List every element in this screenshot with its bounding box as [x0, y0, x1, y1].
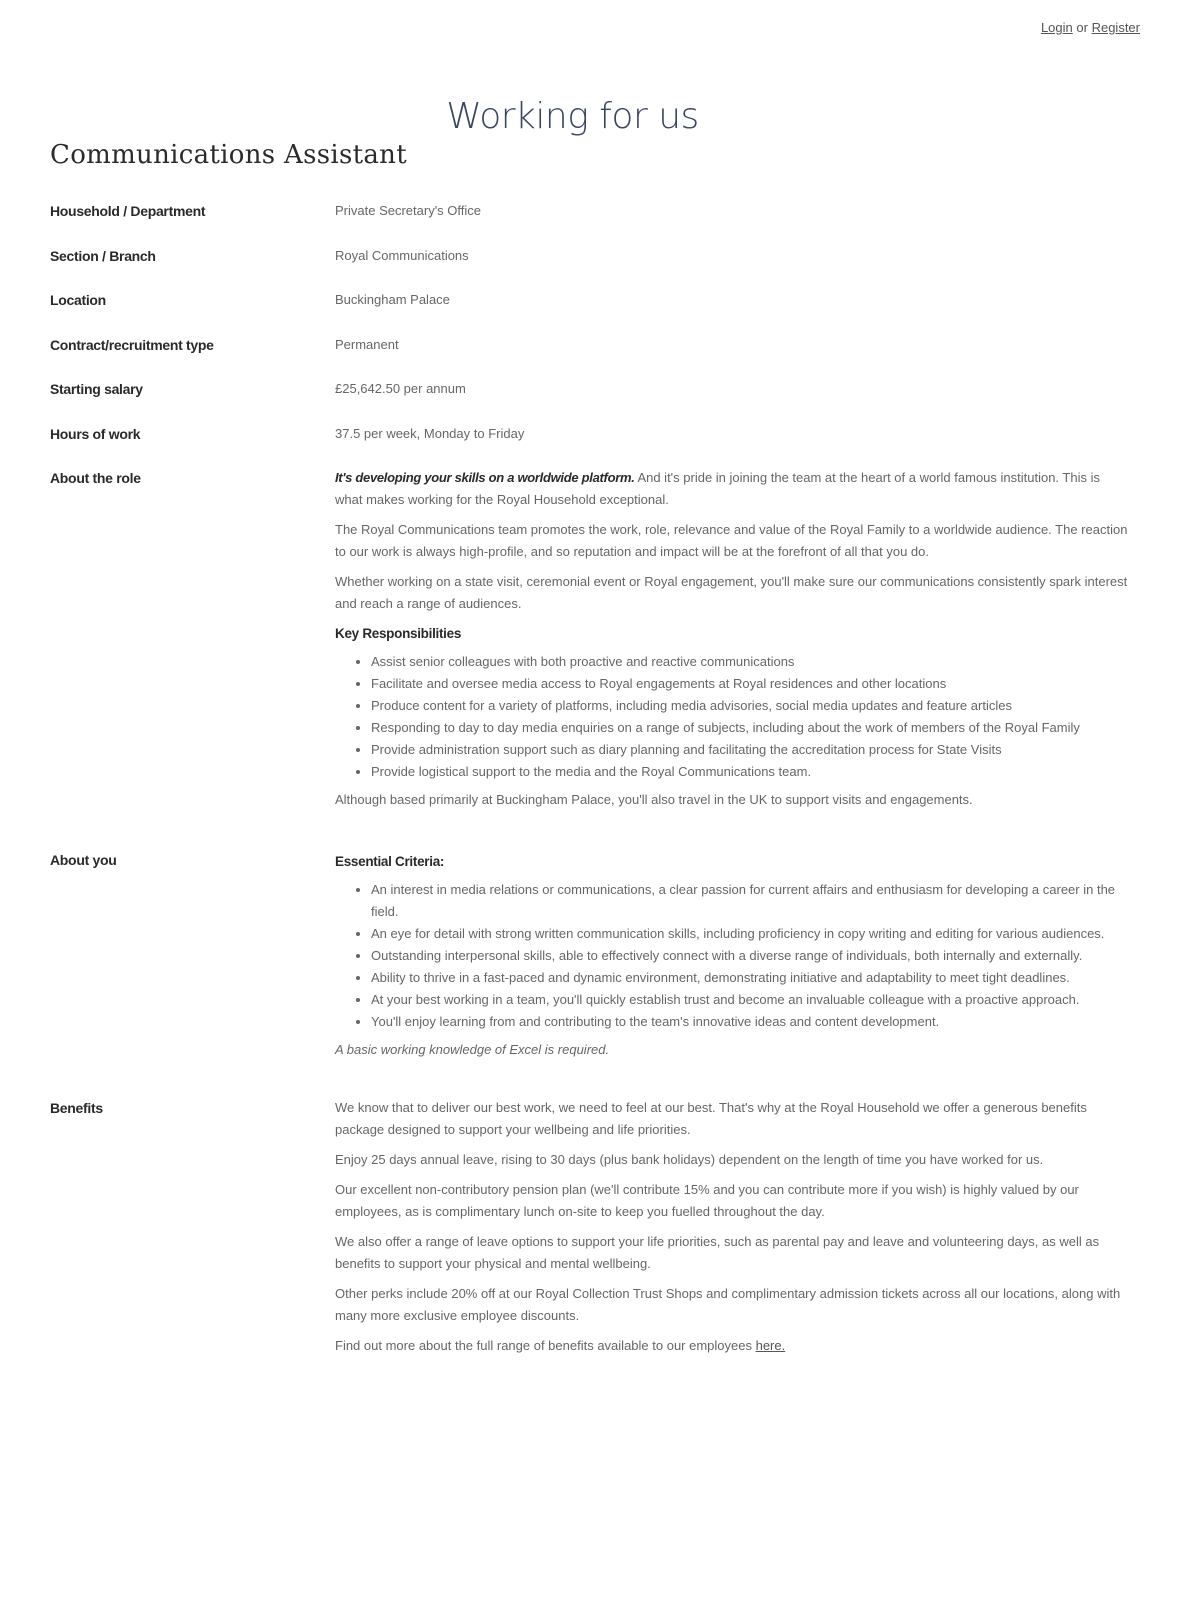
detail-label: Location [50, 292, 106, 308]
detail-row-benefits [50, 1097, 1130, 1365]
detail-row-contract [50, 334, 1130, 379]
benefits-more-text: Find out more about the full range of benefits available to our employees [335, 1338, 756, 1353]
detail-label: Section / Branch [50, 247, 156, 264]
job-title: Communications Assistant [50, 140, 407, 170]
nav-separator: or [1076, 20, 1088, 35]
detail-row-section [50, 245, 1130, 290]
responsibilities-heading: Key Responsibilities [335, 626, 462, 641]
role-paragraph: The Royal Communications team promotes the work, role, relevance and value of the Royal Family to a worldwide audience. The reaction to our work is always high-profile, and so reputation and impact will be at the forefront of all that you do. [335, 522, 1128, 559]
detail-label: Hours of work [50, 425, 141, 442]
detail-value: Permanent [335, 336, 399, 352]
detail-label: Starting salary [50, 381, 143, 397]
list-item: • Produce content for a variety of platforms, including media advisories, social media updates and feature articles [371, 695, 1130, 717]
list-item: • An interest in media relations or communications, a clear passion for current affairs and enthusiasm for developing a career in the field. [371, 879, 1130, 923]
page-title: Working for us [446, 96, 699, 137]
detail-label: About the role [50, 470, 141, 486]
login-link[interactable]: Login [1040, 20, 1073, 35]
detail-row-location [50, 289, 1130, 334]
detail-value: Royal Communications [335, 247, 469, 263]
detail-value: Buckingham Palace [335, 292, 450, 307]
detail-row-about-role [50, 467, 1130, 819]
benefits-content [335, 1097, 1130, 1365]
excel-note: A basic working knowledge of Excel is required. [335, 1042, 610, 1057]
detail-row-about-you [50, 849, 1130, 1069]
detail-label: Household / Department [50, 203, 206, 219]
role-paragraph: Whether working on a state visit, ceremonial event or Royal engagement, you'll make sure our communications consistently spark interest and reach a range of audiences. [335, 574, 1128, 611]
detail-label: Benefits [50, 1100, 103, 1116]
list-item: • Provide administration support such as diary planning and facilitating the accreditation process for State Visits [371, 739, 1130, 761]
account-nav [1041, 20, 1140, 35]
benefits-here-link[interactable]: here. [755, 1338, 786, 1353]
detail-value: 37.5 per week, Monday to Friday [335, 425, 525, 441]
responsibilities-list [335, 651, 1130, 783]
criteria-heading: Essential Criteria: [335, 854, 445, 869]
benefits-paragraph: Other perks include 20% off at our Royal Collection Trust Shops and complimentary admission tickets across all our locations, along with many more exclusive employee discounts. [335, 1286, 1121, 1323]
role-intro [335, 467, 1130, 511]
role-intro-rest: And it's pride in joining the team at the heart of a world famous institution. This is what makes working for the Royal Household exceptional. [335, 470, 1100, 507]
benefits-paragraph: We know that to deliver our best work, we need to feel at our best. That's why at the Royal Household we offer a generous benefits package designed to support your wellbeing and life priorities. [335, 1100, 1087, 1137]
detail-row-household [50, 200, 1130, 245]
detail-value: £25,642.50 per annum [335, 381, 466, 396]
about-role-content [335, 467, 1130, 819]
list-item: • Facilitate and oversee media access to Royal engagements at Royal residences and other locations [371, 673, 1130, 695]
detail-row-salary [50, 378, 1130, 423]
role-closing: Although based primarily at Buckingham Palace, you'll also travel in the UK to support visits and engagements. [335, 792, 973, 807]
detail-label: About you [50, 852, 117, 868]
list-item: • Assist senior colleagues with both proactive and reactive communications [371, 651, 1130, 673]
benefits-paragraph: Our excellent non-contributory pension plan (we'll contribute 15% and you can contribute more if you wish) is highly valued by our employees, as is complimentary lunch on-site to keep you fuelled throughout the day. [335, 1182, 1079, 1219]
register-link[interactable]: Register [1091, 20, 1140, 35]
list-item: • Responding to day to day media enquiries on a range of subjects, including about the work of members of the Royal Family [371, 717, 1130, 739]
benefits-paragraph: We also offer a range of leave options to support your life priorities, such as parental pay and leave and volunteering days, as well as benefits to support your physical and mental wellbeing. [335, 1234, 1100, 1271]
list-item: • Provide logistical support to the media and the Royal Communications team. [371, 761, 1130, 783]
benefits-more [335, 1335, 1130, 1357]
about-you-content [335, 849, 1130, 1069]
detail-value: Private Secretary's Office [335, 203, 482, 218]
detail-row-hours [50, 423, 1130, 468]
job-details [50, 200, 1130, 1365]
criteria-list [335, 879, 1130, 1033]
list-item: • At your best working in a team, you'll quickly establish trust and become an invaluable colleague with a proactive approach. [371, 989, 1130, 1011]
benefits-paragraph: Enjoy 25 days annual leave, rising to 30 days (plus bank holidays) dependent on the length of time you have worked for us. [335, 1152, 1044, 1167]
detail-label: Contract/recruitment type [50, 336, 214, 353]
role-intro-lead: It's developing your skills on a worldwide platform. [335, 470, 635, 485]
list-item: • An eye for detail with strong written communication skills, including proficiency in copy writing and editing for various audiences. [371, 923, 1130, 945]
list-item: • Outstanding interpersonal skills, able to effectively connect with a diverse range of individuals, both internally and externally. [371, 945, 1130, 967]
list-item: • Ability to thrive in a fast-paced and dynamic environment, demonstrating initiative and adaptability to meet tight deadlines. [371, 967, 1130, 989]
list-item: • You'll enjoy learning from and contributing to the team's innovative ideas and content development. [371, 1011, 1130, 1033]
